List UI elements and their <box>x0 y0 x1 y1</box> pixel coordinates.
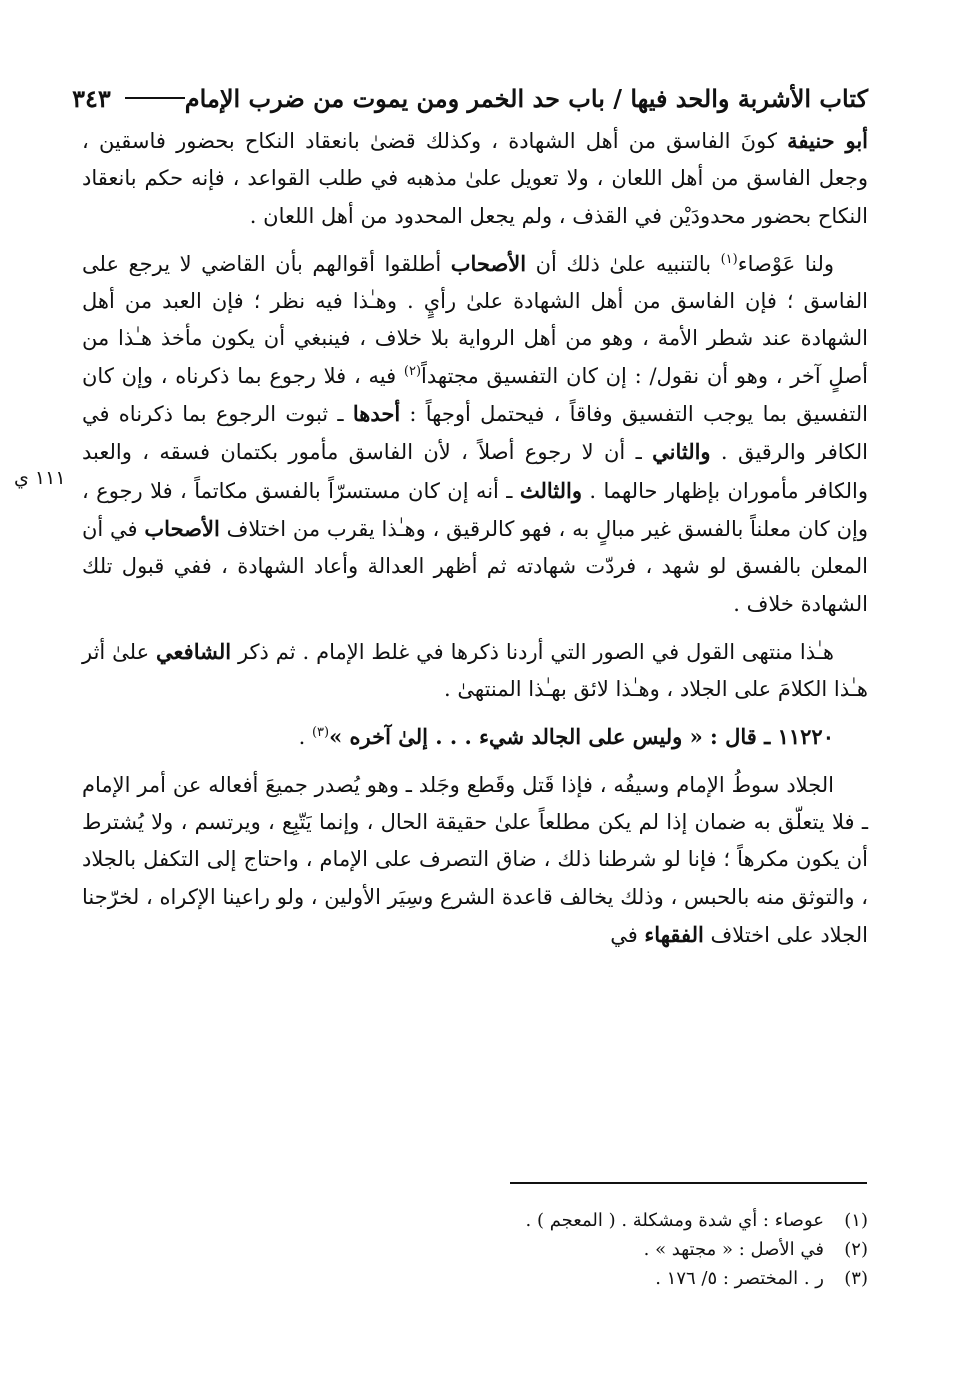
text-run: أطلقوا أقوالهم بأن القاضي لا يرجع على الفاسق ؛ فإن الفاسق من أهل الشهادة علىٰ رأيٍ . وهـٰذا فيه نظر ؛ فإن العبد من أهل الشهادة عند شطر الأمة ، وهو من أهل الرواية بلا خلاف ، فينبغي أن يكون مأخذ هـٰذا من أصلٍ آخر ، وهو أن نقول/ : إن كان التفسيق مجتهداً <box>82 251 868 388</box>
footnote <box>500 1206 868 1235</box>
footnote <box>500 1235 868 1264</box>
footnote-ref[interactable]: (٢) <box>403 363 422 379</box>
text-run: هـٰذا منتهى القول في الصور التي أردنا ذكرها في غلط الإمام . ثم ذكر <box>231 639 834 664</box>
bold-term: والثاني <box>652 439 711 465</box>
bold-term: والثالث <box>519 477 582 503</box>
footnote-text: في الأصل : « مجتهد » . <box>643 1239 824 1260</box>
text-run: ولنا عَوْصاء <box>737 251 834 276</box>
text-run: بالتنبيه علىٰ ذلك أن <box>526 251 721 276</box>
bold-term: أبو حنيفة <box>787 128 868 153</box>
paragraph <box>82 122 868 235</box>
page-number: ٣٤٣ <box>72 84 111 113</box>
margin-note: ١١١ ي <box>14 467 66 489</box>
text-run: علىٰ أثر هـٰذا الكلامَ على الجلاد ، وهـٰذا لائق بهـٰذا المنتهىٰ . <box>82 639 868 702</box>
running-header <box>72 76 868 122</box>
text-run: ـ ثبوت الرجوع بما ذكرناه في الكافر والرقيق . <box>82 402 869 465</box>
footnote-rule <box>510 1182 867 1184</box>
footnote-number: (١) <box>844 1210 868 1231</box>
text-run: في <box>610 922 645 947</box>
header-title: كتاب الأشربة والحد فيها / باب حد الخمر ومن يموت من ضرب الإمام <box>184 84 868 113</box>
text-run: كونَ الفاسق من أهل الشهادة ، وكذلك قضىٰ بانعقاد النكاح بحضور فاسقين ، وجعل الفاسق من أهل اللعان ، ولا تعويل علىٰ مذهبه في طلب القواعد ، فإنه حكم بانعقاد النكاح بحضور محدودَيْن في القذف ، ولم يجعل المحدود من أهل اللعان . <box>82 129 868 228</box>
text-run: الجلاد سوطُ الإمام وسيفُه ، فإذا قَتل وقَطع وجَلد ـ وهو يُصدر جميعَ أفعاله عن أمر الإمام ـ فلا يتعلّق به ضمان إذا لم يكن مطلعاً علىٰ حقيقة الحال ، وإنما يَتّبِع ، ويرتسم ، ولا يُشترط أن يكون مكرهاً ؛ فإنا لو شرطنا ذلك ، ضاق التصرف على الإمام ، واحتاج إلى التكفل بالجلاد ، والتوثق منه بالحبس ، وذلك يخالف قاعدة الشرع وسِيَر الأولين ، ولو راعينا الإكراه ، لخرّجنا الجلاد على اختلاف <box>82 772 868 947</box>
header-page-number-group <box>72 76 185 122</box>
paragraph <box>82 767 868 954</box>
footnote-ref[interactable]: (٣) <box>311 725 330 741</box>
bold-term: الأصحاب <box>144 515 220 541</box>
text-run: ـ أن لا رجوع أصلاً ، لأن الفاسق مأمور بكتمان فسقه ، والعبد والكافر مأموران بإظهار حالهما . <box>82 440 868 503</box>
bold-term: أحدها <box>352 401 401 427</box>
header-dash <box>125 97 185 99</box>
paragraph <box>82 245 868 623</box>
bold-term: الأصحاب <box>450 250 527 276</box>
page-body <box>72 76 869 954</box>
bold-term: الفقهاء <box>644 921 704 947</box>
main-text <box>82 122 868 954</box>
footnote-text: ر . المختصر : ٥/ ١٧٦ . <box>655 1268 824 1289</box>
text-run: . <box>298 725 312 750</box>
bold-term: الشافعي <box>156 638 232 664</box>
footnote <box>500 1264 868 1293</box>
footnotes <box>500 1206 868 1293</box>
text-run: ـ أنه إن كان مستسرّاً بالفسق مكاتماً ، فلا رجوع ، وإن كان معلناً بالفسق غير مبالٍ به ، فهو كالرقيق ، وهـٰذا يقرب من اختلاف <box>82 478 868 541</box>
header-title-group <box>185 76 868 122</box>
footnote-number: (٢) <box>844 1239 868 1260</box>
text-run: فيه ، فلا رجوع بما ذكرناه ، وإن كان التفسيق بما يوجب التفسيق وفاقاً ، فيحتمل أوجهاً : <box>82 363 868 427</box>
text-run: في أن المعلن بالفسق لو شهد ، فردّت شهادته ثم أظهر العدالة وأعاد الشهادة ، ففي قبول تلك الشهادة خلاف . <box>82 516 868 616</box>
paragraph <box>82 718 868 756</box>
footnote-text: عوصاء : أي شدة ومشكلة . ( المعجم ) . <box>525 1210 824 1231</box>
bold-term: ١١٢٢٠ ـ قال : « وليس على الجالد شيء . . . إلىٰ آخره » <box>329 724 834 750</box>
footnote-number: (٣) <box>844 1268 868 1289</box>
footnote-ref[interactable]: (١) <box>720 251 738 267</box>
paragraph <box>82 633 868 709</box>
